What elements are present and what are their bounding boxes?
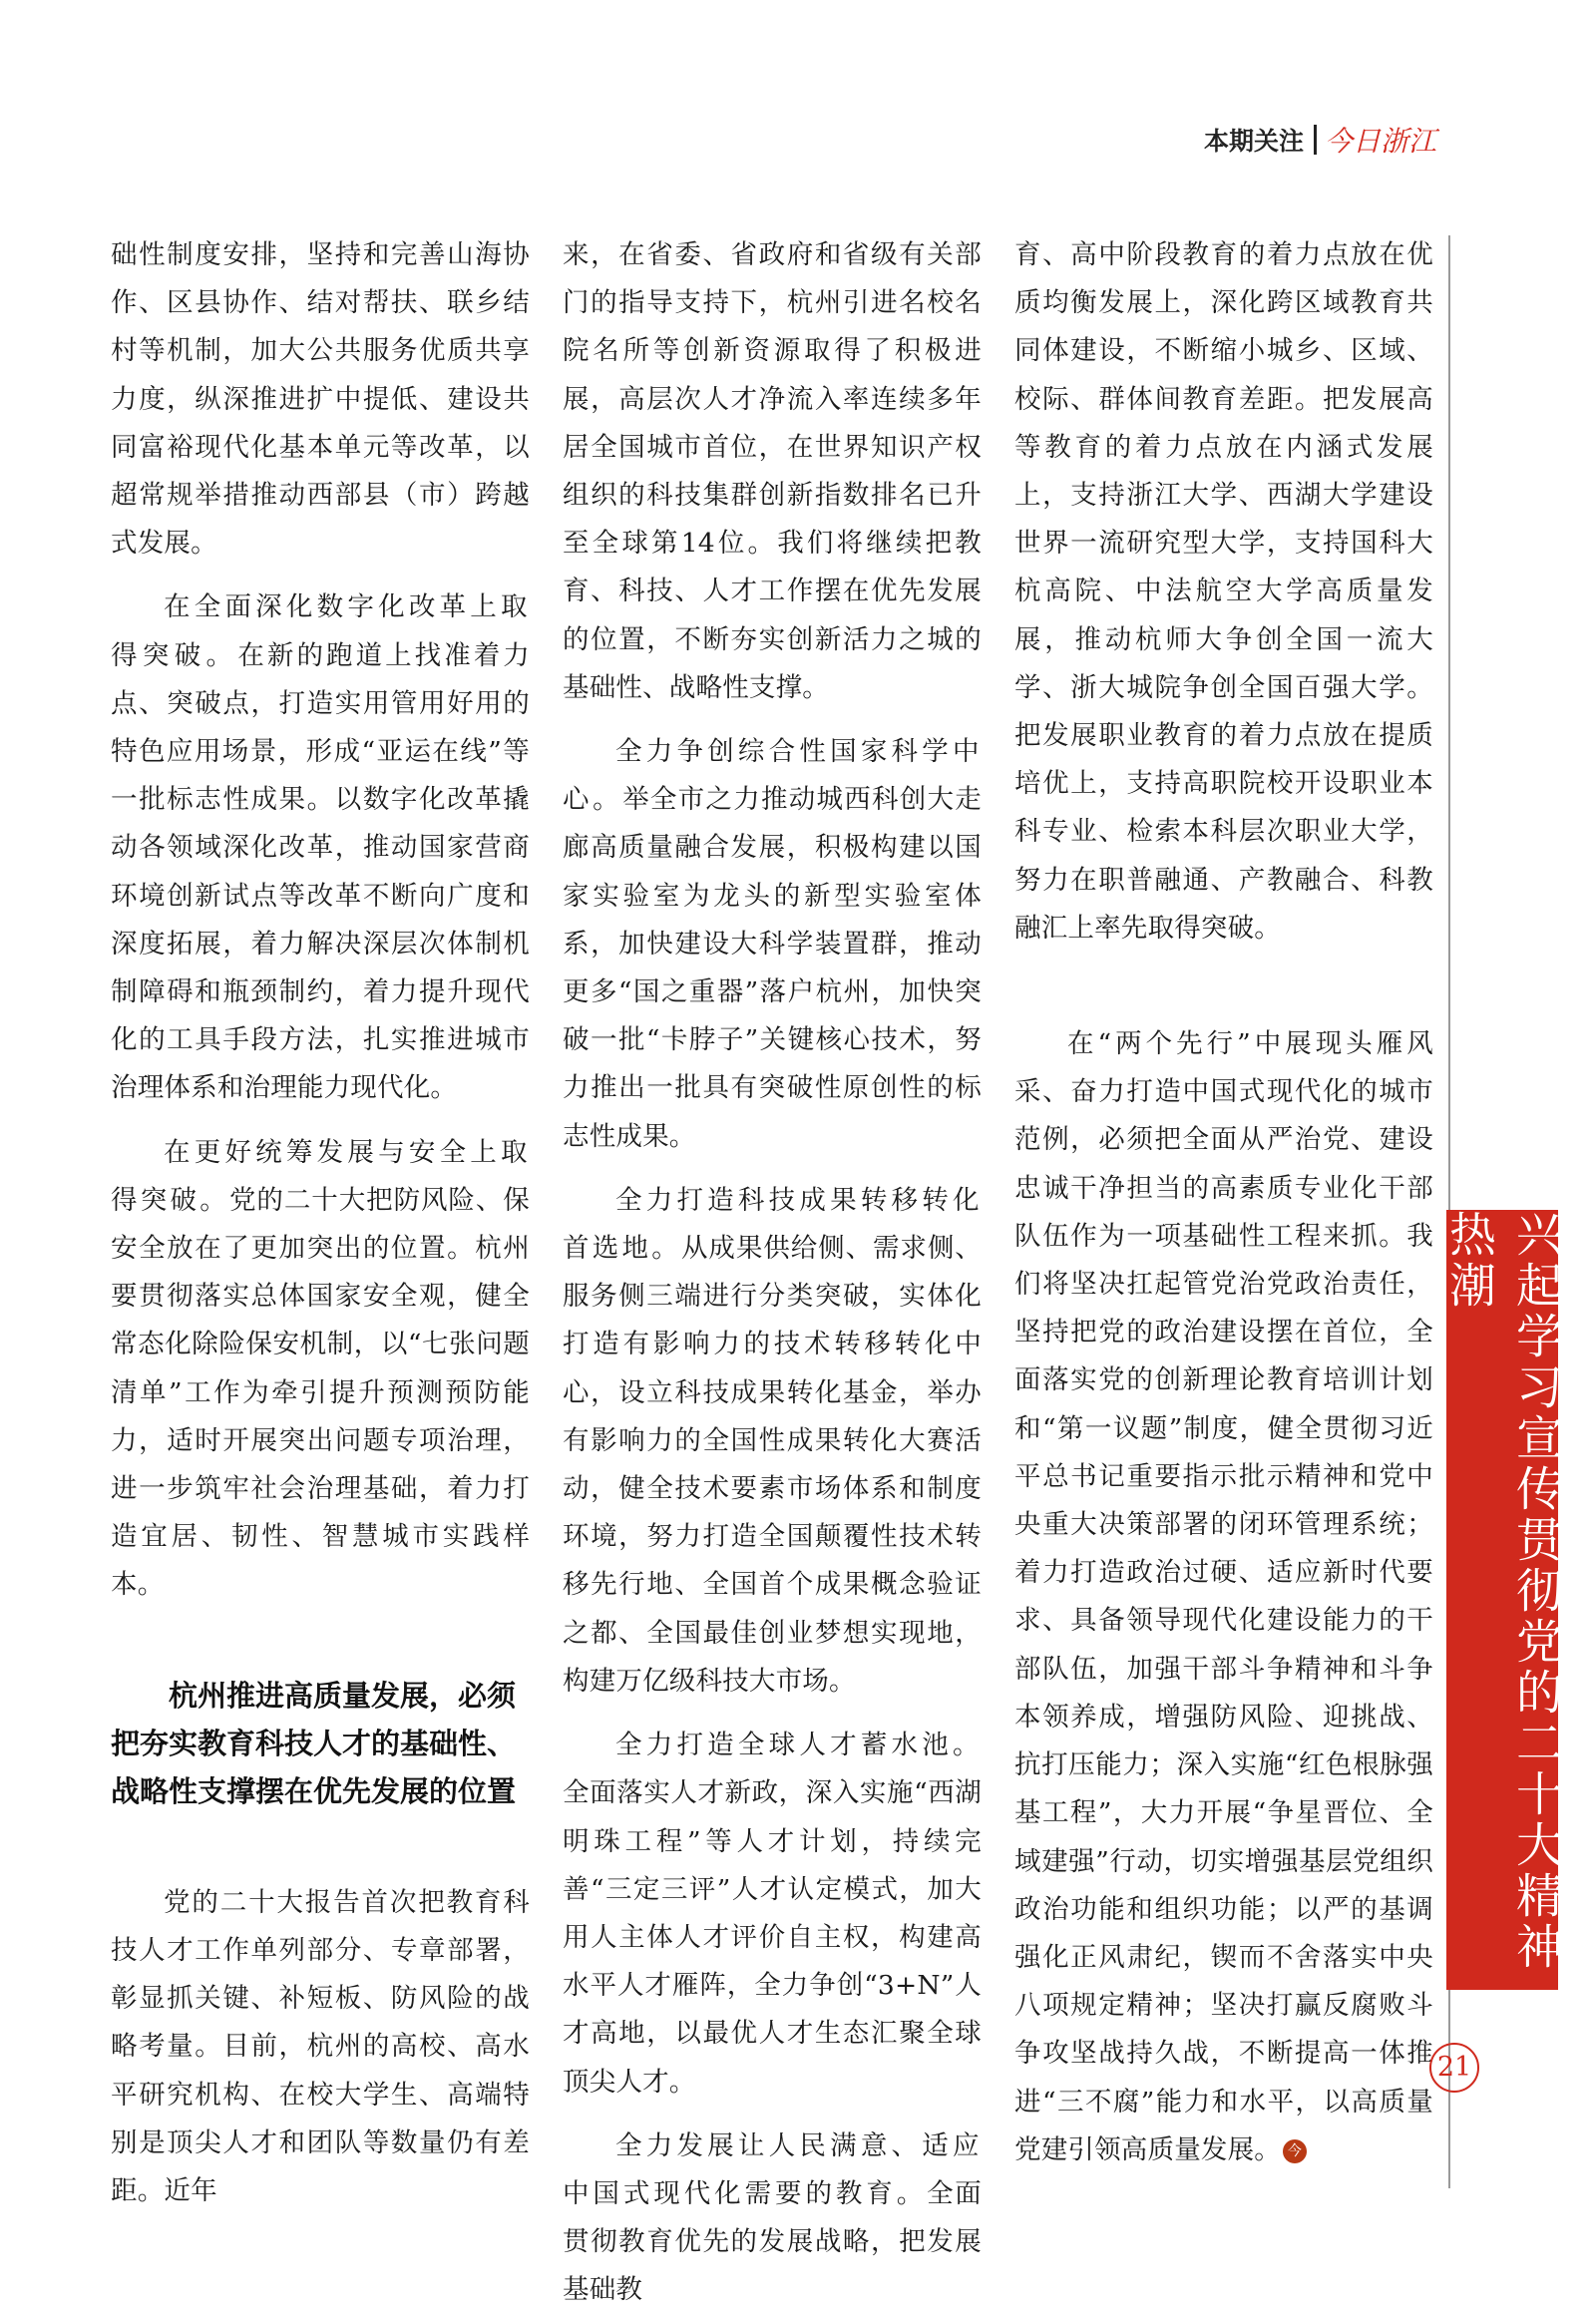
lead-phrase: 全力打造全球人才蓄水池。 [615, 1730, 982, 1761]
lead-phrase: 全力打造科技成果转移转化首选地。 [563, 1184, 982, 1265]
paragraph: 础性制度安排，坚持和完善山海协作、区县协作、结对帮扶、联乡结村等机制，加大公共服务优质共享力度，纵深推进扩中提低、建设共同富裕现代化基本单元等改革，以超常规举措推动西部县（市）跨越式发展。 [111, 239, 530, 560]
lead-phrase: 在全面深化数字化改革上取得突破。 [111, 591, 530, 671]
paragraph [111, 583, 530, 1112]
paragraph [563, 728, 982, 1161]
column-3 [1014, 231, 1433, 2174]
column-2 [563, 231, 982, 2315]
paragraph-body: 全面落实人才新政，深入实施“西湖明珠工程”等人才计划，持续完善“三定三评”人才认定模式，加大用人主体人才评价自主权，构建高水平人才雁阵，全力争创“3+N”人才高地，以最优人才生态汇聚全球顶尖人才。 [563, 1777, 982, 2098]
heading-line: 杭州推进高质量发展，必须 [169, 1678, 517, 1713]
heading-line: 把夯实教育科技人才的基础性、 [111, 1726, 517, 1760]
section-label: 本期关注 [1203, 127, 1304, 156]
paragraph-body: 全面贯彻教育优先的发展战略，把发展基础教 [563, 2177, 983, 2306]
paragraph-body: 在新的跑道上找准着力点、突破点，打造实用管用好用的特色应用场景，形成“亚运在线”等一批标志性成果。以数字化改革撬动各领域深化改革，推动国家营商环境创新试点等改革不断向广度和深度拓展，着力解决深层次体制机制障碍和瓶颈制约，着力提升现代化的工具手段方法，扎实推进城市治理体系和治理能力现代化。 [111, 639, 531, 1104]
paragraph-body: 举全市之力推动城西科创大走廊高质量融合发展，积极构建以国家实验室为龙头的新型实验室体系，加快建设大科学装置群，推动更多“国之重器”落户杭州，加快突破一批“卡脖子”关键核心技术，努力推出一批具有突破性原创性的标志性成果。 [563, 784, 983, 1152]
lead-phrase: 在更好统筹发展与安全上取得突破。 [111, 1136, 530, 1216]
paragraph: 来，在省委、省政府和省级有关部门的指导支持下，杭州引进名校名院名所等创新资源取得了积极进展，高层次人才净流入率连续多年居全国城市首位，在世界知识产权组织的科技集群创新指数排名已升至全球第14位。我们将继续把教育、科技、人才工作摆在优先发展的位置，不断夯实创新活力之城的基础性、战略性支撑。 [563, 239, 982, 703]
paragraph [563, 2122, 982, 2315]
paragraph-body: 从成果供给侧、需求侧、服务侧三端进行分类突破，实体化打造有影响力的技术转移转化中心，设立科技成果转化基金，举办有影响力的全国性成果转化大赛活动，健全技术要素市场体系和制度环境，努力打造全国颠覆性技术转移先行地、全国首个成果概念验证之都、全国最佳创业梦想实现地，构建万亿级科技大市场。 [563, 1233, 983, 1697]
paragraph: 党的二十大报告首次把教育科技人才工作单列部分、专章部署，彰显抓关键、补短板、防风险的战略考量。目前，杭州的高校、高水平研究机构、在校大学生、高端特别是顶尖人才和团队等数量仍有差距。近年 [111, 1886, 530, 2206]
paragraph [563, 1722, 982, 2107]
heading-line: 战略性支撑摆在优先发展的位置 [111, 1773, 517, 1808]
side-banner-text: 兴起学习宣传贯彻党的二十大精神热潮 [1441, 1210, 1563, 1973]
paragraph [111, 1129, 530, 1610]
paragraph: 育、高中阶段教育的着力点放在优质均衡发展上，深化跨区域教育共同体建设，不断缩小城乡、区域、校际、群体间教育差距。把发展高等教育的着力点放在内涵式发展上，支持浙江大学、西湖大学建设世界一流研究型大学，支持国科大杭高院、中法航空大学高质量发展，推动杭师大争创全国一流大学、浙大城院争创全国百强大学。把发展职业教育的着力点放在提质培优上，支持高职院校开设职业本科专业、检索本科层次职业大学，努力在职普融通、产教融合、科教融汇上率先取得突破。 [1014, 239, 1433, 944]
section-heading [111, 1672, 530, 1815]
paragraph [1014, 1020, 1433, 2174]
paragraph [563, 1177, 982, 1706]
paragraph-body: 党的二十大把防风险、保安全放在了更加突出的位置。杭州要贯彻落实总体国家安全观，健全常态化除险保安机制，以“七张问题清单”工作为牵引提升预测预防能力，适时开展突出问题专项治理，进一步筑牢社会治理基础，着力打造宜居、韧性、智慧城市实践样本。 [111, 1184, 531, 1601]
column-1 [111, 231, 530, 2215]
paragraph-body: 在“两个先行”中展现头雁风采、奋力打造中国式现代化的城市范例，必须把全面从严治党、建设忠诚干净担当的高素质专业化干部队伍作为一项基础性工程来抓。我们将坚决扛起管党治党政治责任，坚持把党的政治建设摆在首位，全面落实党的创新理论教育培训计划和“第一议题”制度，健全贯彻习近平总书记重要指示批示精神和党中央重大决策部署的闭环管理系统；着力打造政治过硬、适应新时代要求、具备领导现代化建设能力的干部队伍，加强干部斗争精神和斗争本领养成，增强防风险、迎挑战、抗打压能力；深入实施“红色根脉强基工程”，大力开展“争星晋位、全域建强”行动，切实增强基层党组织政治功能和组织功能；以严的基调强化正风肃纪，锲而不舍落实中央八项规定精神；坚决打赢反腐败斗争攻坚战持久战，不断提高一体推进“三不腐”能力和水平，以高质量党建引领高质量发展。 [1014, 1028, 1433, 2165]
page-header [1204, 122, 1436, 158]
magazine-logo: 今日浙江 [1324, 125, 1436, 158]
header-divider [1314, 125, 1317, 155]
lead-phrase: 全力发展让人民满意、适应中国式现代化需要的教育。 [563, 2129, 982, 2209]
lead-phrase: 全力争创综合性国家科学中心。 [563, 736, 982, 816]
side-banner [1441, 1210, 1563, 1990]
end-mark-icon: 今 [1283, 2139, 1307, 2163]
page-number: 21 [1429, 2043, 1479, 2093]
